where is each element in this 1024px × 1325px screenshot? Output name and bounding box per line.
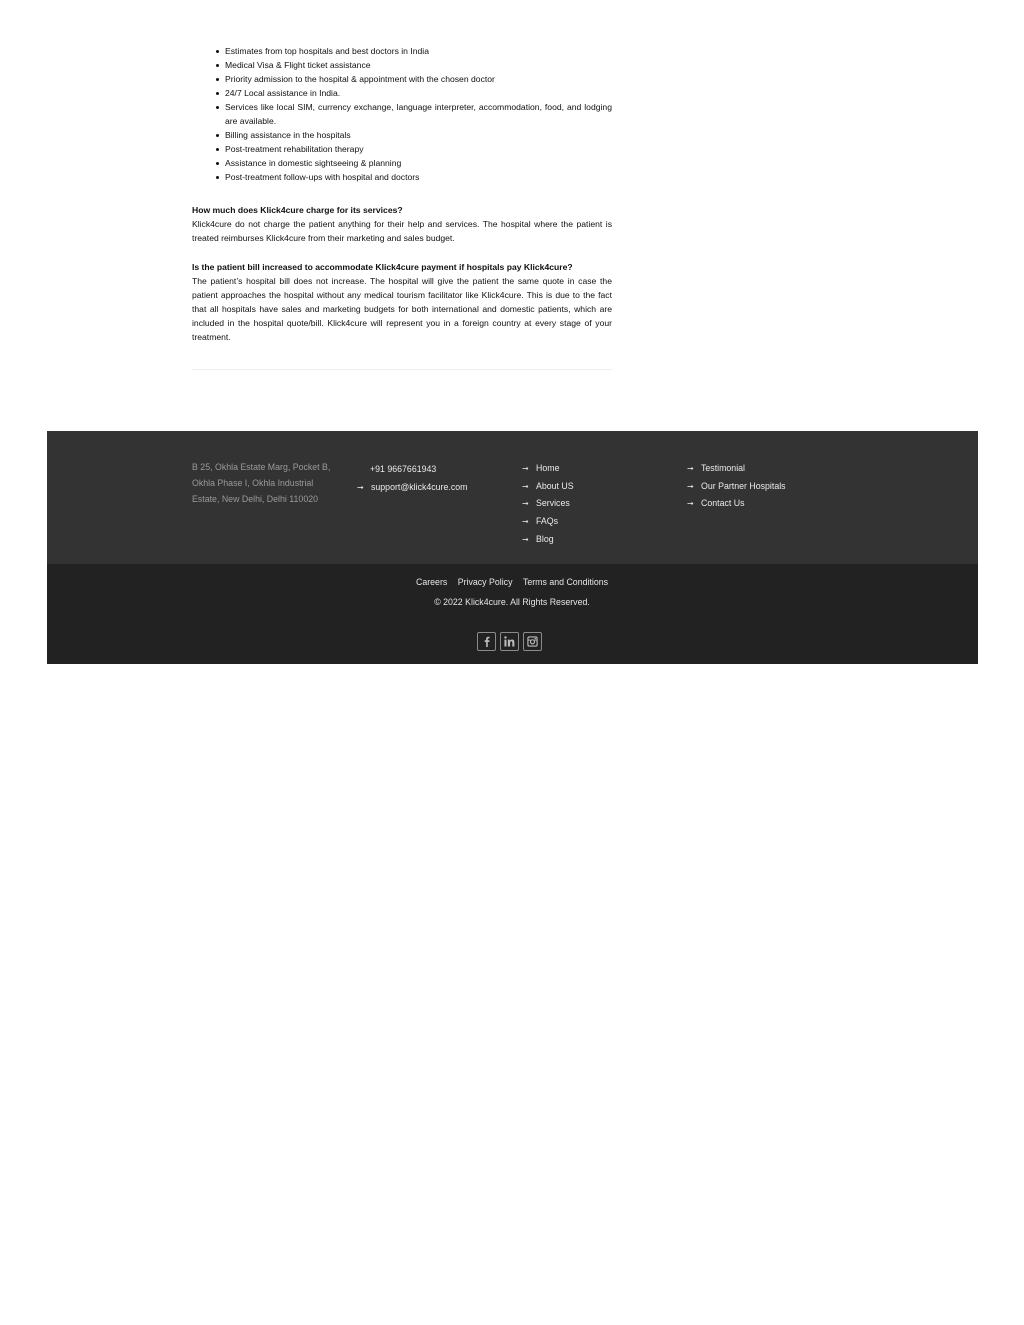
arrow-right-icon: ➞ xyxy=(522,481,529,491)
arrow-right-icon: ➞ xyxy=(687,499,694,509)
list-item: Billing assistance in the hospitals xyxy=(225,128,612,142)
footer-link-label: Contact Us xyxy=(701,498,745,509)
faq-answer: The patient’s hospital bill does not increase. The hospital will give the patient the same quote in case the patient approaches the hospital without any medical tourism facilitator like Klick4cure. This is due to the fact that all hospitals have sales and marketing budgets for both international and domestic patients, which are included in the hospital quote/bill. Klick4cure will represent you in a foreign country at every stage of your treatment. xyxy=(192,276,612,342)
instagram-icon[interactable] xyxy=(523,632,542,651)
linkedin-icon[interactable] xyxy=(500,632,519,651)
facebook-icon[interactable] xyxy=(477,632,496,651)
footer-link-partner-hospitals[interactable] xyxy=(687,478,786,496)
list-item: Post-treatment follow-ups with hospital and doctors xyxy=(225,170,612,184)
list-item: Assistance in domestic sightseeing & planning xyxy=(225,156,612,170)
list-item: 24/7 Local assistance in India. xyxy=(225,86,612,100)
arrow-right-icon: ➞ xyxy=(522,499,529,509)
footer-nav-primary xyxy=(522,460,574,548)
list-item: Medical Visa & Flight ticket assistance xyxy=(225,58,612,72)
terms-link[interactable]: Terms and Conditions xyxy=(522,577,609,587)
footer-link-blog[interactable] xyxy=(522,531,574,549)
arrow-right-icon: ➞ xyxy=(357,483,364,492)
footer-phone[interactable]: +91 9667661943 xyxy=(370,464,437,474)
footer-link-home[interactable] xyxy=(522,460,574,478)
arrow-right-icon: ➞ xyxy=(522,464,529,473)
careers-link[interactable]: Careers xyxy=(415,577,448,587)
footer-nav-secondary xyxy=(687,460,786,513)
footer-link-label: Blog xyxy=(536,533,554,544)
footer-email: support@klick4cure.com xyxy=(371,482,468,492)
footer-link-label: Home xyxy=(536,463,560,473)
footer-link-testimonial[interactable] xyxy=(687,460,786,478)
faq-item xyxy=(192,260,612,344)
footer-link-label: Testimonial xyxy=(701,463,746,473)
footer-address: B 25, Okhla Estate Marg, Pocket B, Okhla Phase I, Okhla Industrial Estate, New Delhi, Delhi 110020 xyxy=(192,462,331,504)
list-item: Priority admission to the hospital & appointment with the chosen doctor xyxy=(225,72,612,86)
arrow-right-icon: ➞ xyxy=(522,517,529,527)
faq-question: Is the patient bill increased to accommodate Klick4cure payment if hospitals pay Klick4cure? xyxy=(192,262,573,272)
main-content xyxy=(192,44,612,344)
footer-link-contact[interactable] xyxy=(687,495,786,513)
arrow-right-icon: ➞ xyxy=(687,481,694,491)
copyright: © 2022 Klick4cure. All Rights Reserved. xyxy=(434,597,590,607)
legal-links xyxy=(0,577,1024,587)
faq-question: How much does Klick4cure charge for its services? xyxy=(192,205,403,215)
social-links xyxy=(477,632,542,651)
privacy-policy-link[interactable]: Privacy Policy xyxy=(457,577,513,587)
list-item: Estimates from top hospitals and best doctors in India xyxy=(225,44,612,58)
arrow-right-icon: ➞ xyxy=(687,464,694,473)
list-item: Services like local SIM, currency exchange, language interpreter, accommodation, food, and lodging are available. xyxy=(225,102,612,126)
footer-link-label: Our Partner Hospitals xyxy=(701,480,786,491)
list-item: Post-treatment rehabilitation therapy xyxy=(225,142,612,156)
content-divider xyxy=(192,369,612,370)
faq-answer: Klick4cure do not charge the patient anything for their help and services. The hospital where the patient is treated reimburses Klick4cure from their marketing and sales budget. xyxy=(192,219,612,243)
faq-item xyxy=(192,203,612,245)
services-list xyxy=(192,44,612,184)
footer-link-faqs[interactable] xyxy=(522,513,574,531)
footer-link-label: FAQs xyxy=(536,516,558,527)
arrow-right-icon: ➞ xyxy=(522,534,529,544)
footer-link-services[interactable] xyxy=(522,495,574,513)
footer-email-link[interactable] xyxy=(357,478,467,497)
footer-top xyxy=(47,431,978,564)
footer-link-label: About US xyxy=(536,480,574,491)
footer-link-about[interactable] xyxy=(522,478,574,496)
footer-link-label: Services xyxy=(536,498,570,509)
